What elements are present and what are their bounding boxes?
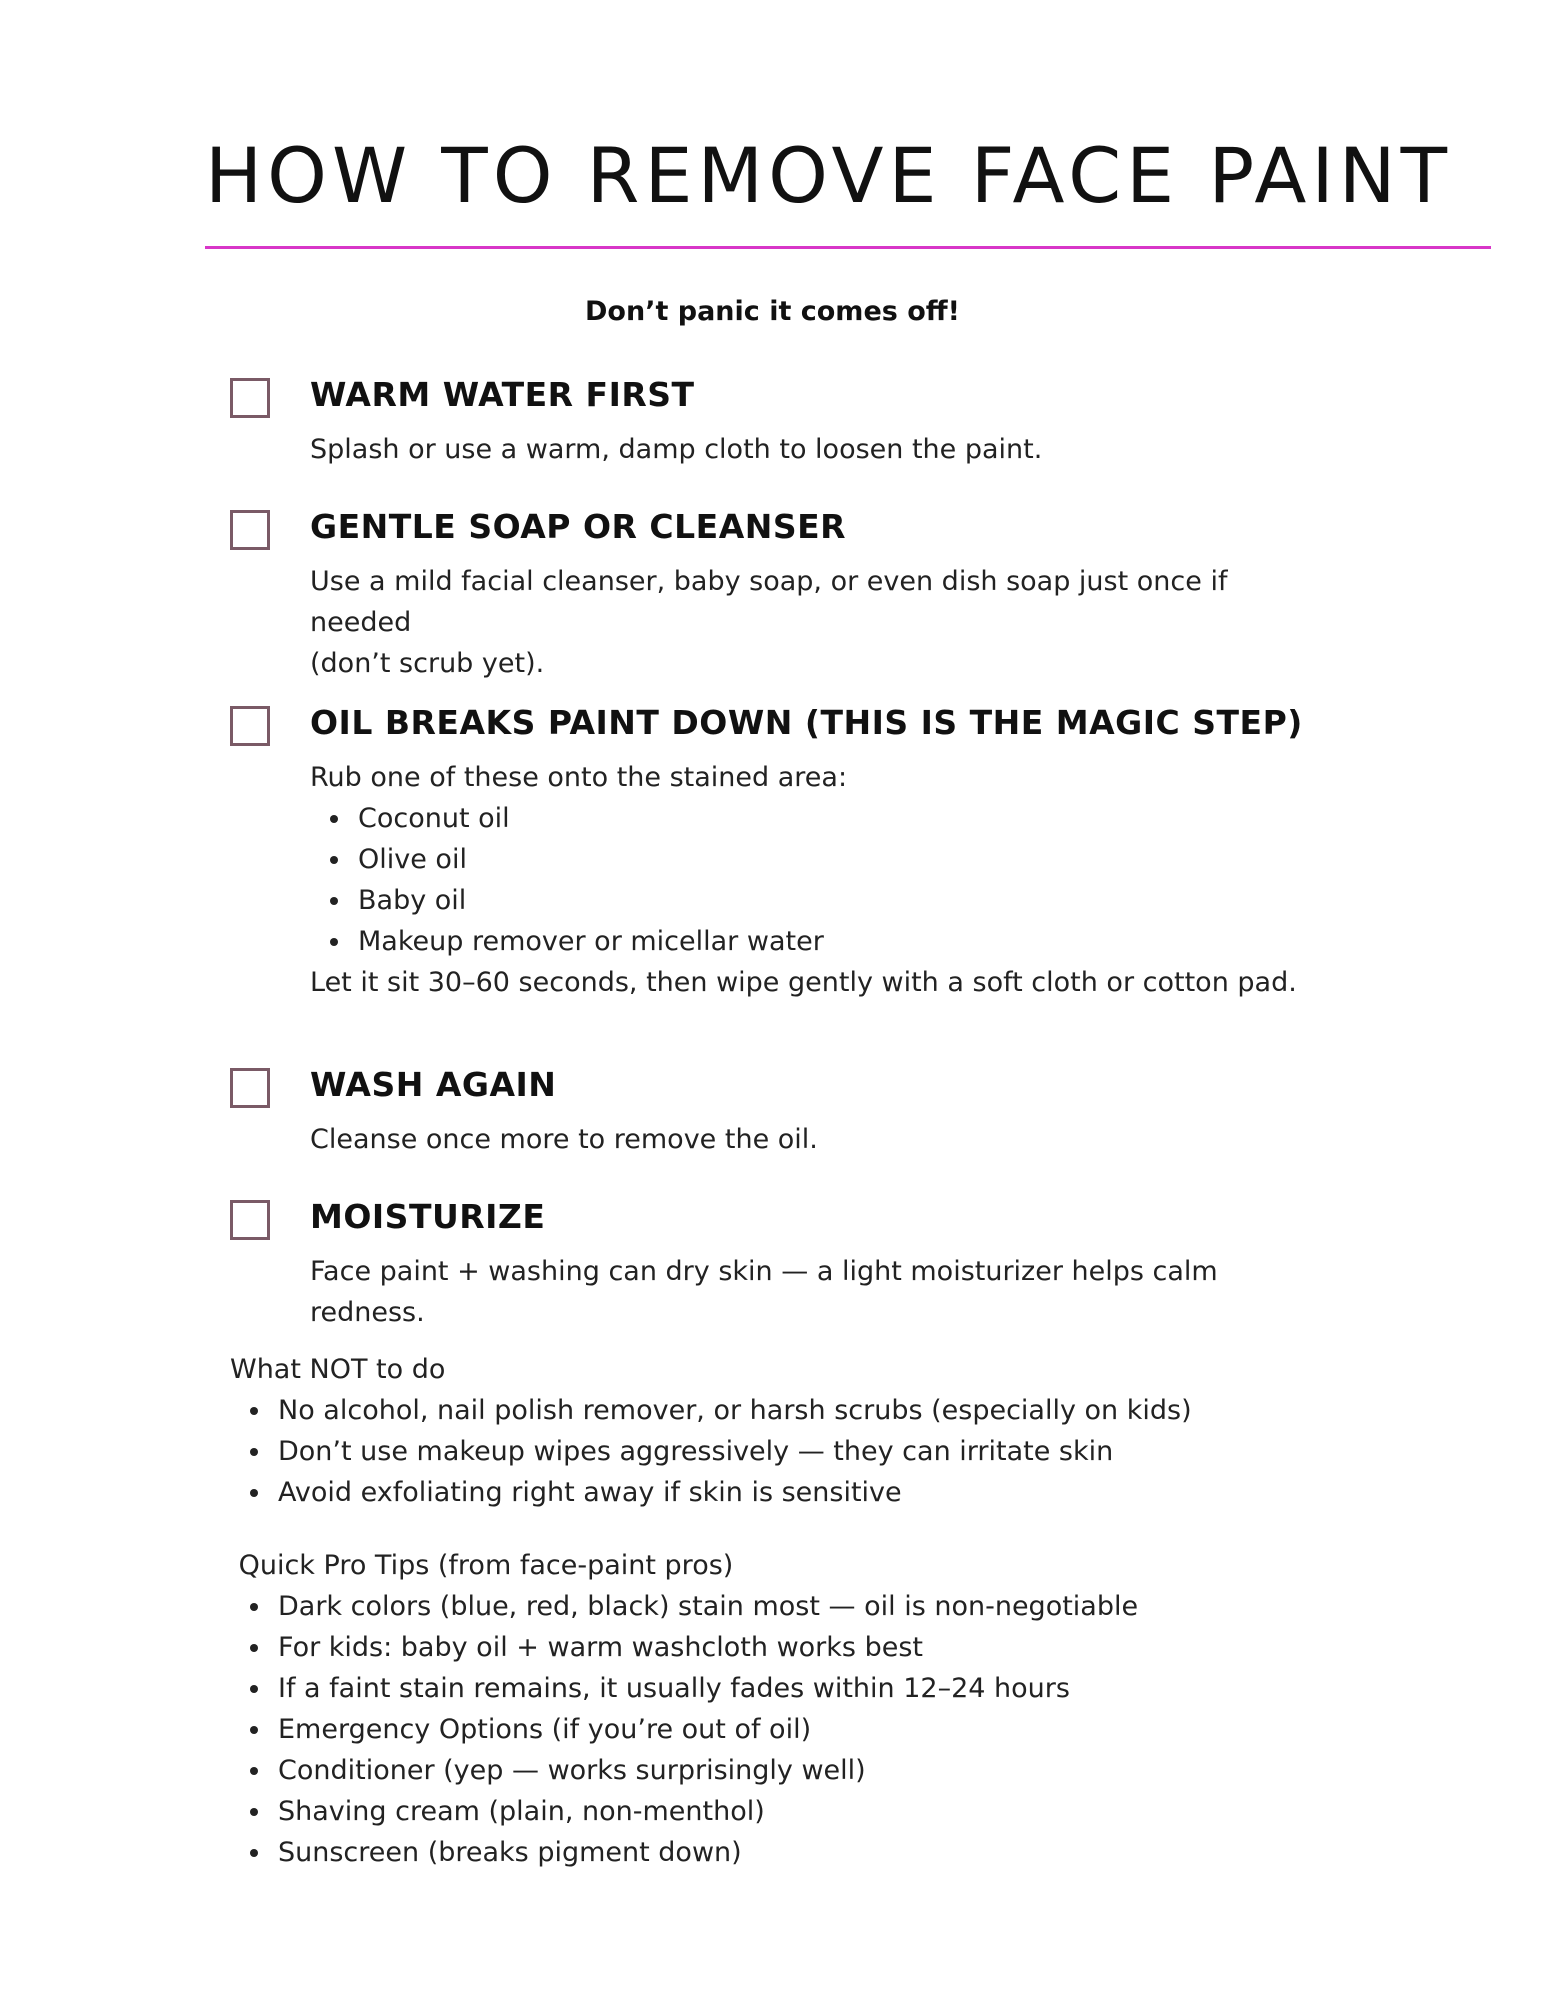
oil-list [310,798,1310,962]
list-item: If a faint stain remains, it usually fades within 12–24 hours [230,1668,1430,1709]
step-checkbox[interactable] [230,1068,270,1108]
step-body [310,1119,1310,1160]
section-title: What NOT to do [230,1354,446,1385]
list-item: Don’t use makeup wipes aggressively — they can irritate skin [230,1431,1430,1472]
step-heading: MOISTURIZE [310,1197,546,1236]
step-checkbox[interactable] [230,706,270,746]
what-not-section [230,1349,1430,1513]
page-title: HOW TO REMOVE FACE PAINT [205,131,1453,220]
list-item: For kids: baby oil + warm washcloth works best [230,1627,1430,1668]
title-divider [205,246,1491,249]
step-body [310,561,1310,684]
step-text: Let it sit 30–60 seconds, then wipe gently with a soft cloth or cotton pad. [310,967,1297,998]
list-item: Baby oil [310,880,1310,921]
step-text: Face paint + washing can dry skin — a light moisturizer helps calm redness. [310,1256,1218,1328]
step-text: Cleanse once more to remove the oil. [310,1124,818,1155]
step-text: Splash or use a warm, damp cloth to loosen the paint. [310,434,1043,465]
step-heading: OIL BREAKS PAINT DOWN (THIS IS THE MAGIC STEP) [310,703,1303,742]
step-body [310,1251,1310,1333]
list-item: Shaving cream (plain, non-menthol) [230,1791,1430,1832]
what-not-list [230,1390,1430,1513]
list-item: Coconut oil [310,798,1310,839]
list-item: Makeup remover or micellar water [310,921,1310,962]
list-item: No alcohol, nail polish remover, or harsh scrubs (especially on kids) [230,1390,1430,1431]
step-checkbox[interactable] [230,378,270,418]
step-text: Rub one of these onto the stained area: [310,762,848,793]
list-item: Avoid exfoliating right away if skin is sensitive [230,1472,1430,1513]
section-title: Quick Pro Tips (from face-paint pros) [230,1550,734,1581]
page-subtitle: Don’t panic it comes off! [585,296,960,327]
list-item: Emergency Options (if you’re out of oil) [230,1709,1430,1750]
list-item: Olive oil [310,839,1310,880]
step-heading: GENTLE SOAP OR CLEANSER [310,507,847,546]
step-checkbox[interactable] [230,1200,270,1240]
pro-tips-section [230,1545,1430,1873]
step-heading: WARM WATER FIRST [310,375,695,414]
step-text: Use a mild facial cleanser, baby soap, or even dish soap just once if needed [310,566,1228,638]
step-body [310,429,1310,470]
list-item: Dark colors (blue, red, black) stain most — oil is non-negotiable [230,1586,1430,1627]
step-heading: WASH AGAIN [310,1065,557,1104]
list-item: Sunscreen (breaks pigment down) [230,1832,1430,1873]
step-body [310,757,1310,1003]
pro-tips-list [230,1586,1430,1873]
list-item: Conditioner (yep — works surprisingly well) [230,1750,1430,1791]
step-checkbox[interactable] [230,510,270,550]
step-text: (don’t scrub yet). [310,648,545,679]
